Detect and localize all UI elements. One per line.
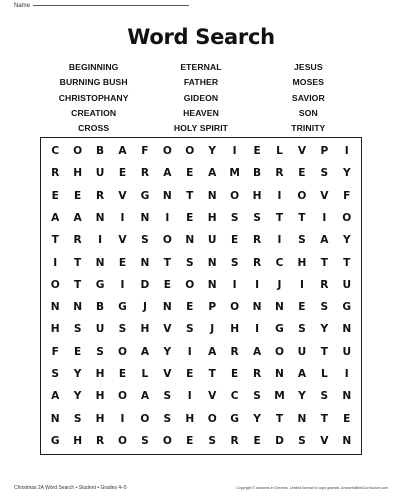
grid-letter[interactable]: G [95,278,105,291]
grid-letter[interactable]: O [230,189,240,202]
word-list-item: HOLY SPIRIT [173,123,229,134]
grid-letter[interactable]: N [95,211,105,224]
grid-letter[interactable]: N [342,323,352,336]
grid-letter[interactable]: A [118,145,127,158]
grid-letter[interactable]: R [320,278,329,291]
grid-letter[interactable]: D [140,278,150,291]
grid-letter[interactable]: A [140,345,150,358]
grid-letter[interactable]: R [252,367,262,380]
grid-letter[interactable]: M [274,390,285,403]
grid-letter[interactable]: T [298,211,306,224]
grid-letter[interactable]: E [231,367,239,380]
grid-letter[interactable]: H [95,367,105,380]
grid-letter[interactable]: J [277,278,282,291]
grid-letter[interactable]: S [298,434,306,447]
grid-letter[interactable]: O [230,301,240,314]
grid-letter[interactable]: Y [298,390,306,403]
grid-letter[interactable]: N [207,189,217,202]
grid-letter[interactable]: R [230,345,239,358]
grid-letter[interactable]: O [117,390,127,403]
grid-letter[interactable]: S [320,390,329,403]
grid-letter[interactable]: S [163,390,172,403]
grid-letter[interactable]: S [320,167,329,180]
grid-letter[interactable]: A [208,167,217,180]
grid-letter[interactable]: M [229,167,240,180]
grid-letter[interactable]: T [74,256,82,269]
grid-letter[interactable]: H [73,167,83,180]
grid-letter[interactable]: O [207,412,217,425]
grid-letter[interactable]: S [230,256,239,269]
grid-letter[interactable]: H [95,412,105,425]
grid-letter[interactable]: H [95,390,105,403]
grid-letter[interactable]: S [96,345,104,358]
grid-letter[interactable]: H [185,412,195,425]
grid-letter[interactable]: N [140,256,150,269]
grid-letter[interactable]: E [118,256,127,269]
grid-letter[interactable]: P [320,145,329,158]
grid-letter[interactable]: I [232,145,237,158]
grid-letter[interactable]: N [140,211,150,224]
grid-letter[interactable]: Y [320,323,329,336]
grid-letter[interactable]: N [95,256,105,269]
word-list-item: BURNING BUSH [59,77,128,88]
grid-letter[interactable]: T [51,234,59,247]
grid-letter[interactable]: N [50,301,60,314]
grid-letter[interactable]: N [297,412,307,425]
word-list-item: CHRISTOPHANY [58,92,129,103]
grid-letter[interactable]: Y [73,390,82,403]
grid-letter[interactable]: U [342,278,352,291]
grid-letter[interactable]: R [73,234,82,247]
grid-letter[interactable]: Y [342,167,351,180]
grid-letter[interactable]: T [320,412,328,425]
grid-letter[interactable]: S [185,256,194,269]
grid-letter[interactable]: V [118,189,127,202]
word-list [40,61,362,135]
grid-letter[interactable]: N [342,390,352,403]
grid-letter[interactable]: I [255,323,260,336]
grid-letter[interactable]: F [343,189,351,202]
grid-letter[interactable]: I [344,367,349,380]
grid-letter[interactable]: G [342,301,352,314]
grid-letter[interactable]: I [53,256,58,269]
grid-letter[interactable]: I [98,234,103,247]
grid-letter[interactable]: S [51,367,60,380]
grid-letter[interactable]: R [140,167,149,180]
grid-letter[interactable]: U [207,234,217,247]
grid-letter[interactable]: E [253,145,261,158]
grid-letter[interactable]: U [95,323,105,336]
grid-letter[interactable]: I [120,278,125,291]
grid-letter[interactable]: S [163,412,172,425]
grid-letter[interactable]: E [298,167,306,180]
grid-letter[interactable]: Y [253,412,261,425]
grid-letter[interactable]: O [73,145,83,158]
grid-letter[interactable]: I [120,412,125,425]
word-list-item: BEGINNING [68,62,119,72]
grid-letter[interactable]: G [118,301,127,314]
grid-letter[interactable]: T [320,345,328,358]
grid-letter[interactable]: S [320,301,329,314]
grid-letter[interactable]: A [51,211,60,224]
grid-letter[interactable]: E [163,278,171,291]
footer-course-info: Christmas 2A Word Search • Student • Grades 4–5 [14,485,127,491]
grid-letter[interactable]: A [140,390,150,403]
word-list-item: TRINITY [291,123,326,134]
grid-letter[interactable]: A [252,345,262,358]
grid-letter[interactable]: S [230,211,239,224]
grid-letter[interactable]: R [252,234,262,247]
grid-letter[interactable]: U [297,345,307,358]
grid-letter[interactable]: Y [163,345,172,358]
grid-letter[interactable]: C [275,256,284,269]
grid-letter[interactable]: A [208,345,217,358]
grid-letter[interactable]: I [165,211,170,224]
grid-letter[interactable]: I [344,145,349,158]
grid-letter[interactable]: I [232,278,237,291]
grid-letter[interactable]: N [162,189,172,202]
grid-letter[interactable]: E [74,345,82,358]
grid-letter[interactable]: H [50,323,60,336]
grid-letter[interactable]: T [320,256,328,269]
name-label: Name [14,3,31,9]
grid-letter[interactable]: A [51,390,60,403]
grid-letter[interactable]: A [297,367,307,380]
grid-letter[interactable]: C [51,145,60,158]
grid-letter[interactable]: S [185,323,194,336]
grid-letter[interactable]: O [162,145,172,158]
grid-letter[interactable]: S [253,211,261,224]
grid-letter[interactable]: E [74,189,82,202]
grid-letter[interactable]: G [140,189,150,202]
grid-letter[interactable]: I [187,345,192,358]
grid-letter[interactable]: V [320,434,329,447]
grid-letter[interactable]: T [186,189,194,202]
grid-letter[interactable]: T [163,256,171,269]
grid-letter[interactable]: F [51,345,59,358]
grid-letter[interactable]: H [252,189,262,202]
grid-letter[interactable]: E [298,301,306,314]
grid-letter[interactable]: L [276,145,283,158]
grid-letter[interactable]: T [208,367,216,380]
grid-letter[interactable]: O [185,145,195,158]
grid-letter[interactable]: R [95,434,105,447]
word-list-item: SAVIOR [291,92,325,103]
grid-letter[interactable]: E [253,434,261,447]
grid-letter[interactable]: C [230,390,239,403]
grid-letter[interactable]: S [298,234,306,247]
grid-letter[interactable]: T [343,256,351,269]
grid-letter[interactable]: T [74,278,82,291]
word-list-item: ETERNAL [180,62,222,72]
grid-letter[interactable]: O [162,434,172,447]
grid-letter[interactable]: O [162,234,172,247]
page-title: Word Search [127,25,275,49]
grid-letter[interactable]: E [186,434,194,447]
word-list-item: CREATION [71,107,117,118]
grid-letter[interactable]: J [210,323,215,336]
grid-letter[interactable]: E [186,367,194,380]
grid-letter[interactable]: E [186,211,194,224]
grid-letter[interactable]: Y [208,145,217,158]
grid-letter[interactable]: N [207,256,217,269]
grid-letter[interactable]: P [208,301,217,314]
grid-letter[interactable]: O [274,345,284,358]
grid-letter[interactable]: B [96,145,105,158]
grid-letter[interactable]: Y [73,367,82,380]
name-row [14,3,189,9]
word-list-item: HEAVEN [183,107,219,118]
grid-letter[interactable]: H [230,323,240,336]
grid-letter[interactable]: G [275,323,284,336]
grid-letter[interactable]: V [208,390,217,403]
grid-letter[interactable]: E [118,167,127,180]
grid-letter[interactable]: S [141,234,149,247]
grid-letter[interactable]: S [208,434,217,447]
grid-letter[interactable]: H [207,211,217,224]
grid-letter[interactable]: V [163,323,172,336]
grid-letter[interactable]: N [207,278,217,291]
word-list-item: FATHER [183,77,219,88]
grid-letter[interactable]: I [322,211,327,224]
grid-letter[interactable]: V [118,234,127,247]
grid-letter[interactable]: R [230,434,239,447]
grid-letter[interactable]: A [163,167,172,180]
grid-letter[interactable]: I [120,211,125,224]
grid-letter[interactable]: T [275,412,284,425]
word-list-item: GIDEON [183,92,219,103]
grid-letter[interactable]: O [117,434,127,447]
grid-letter[interactable]: R [275,167,284,180]
grid-letter[interactable]: B [96,301,105,314]
grid-letter[interactable]: N [73,301,83,314]
grid-letter[interactable]: D [275,434,284,447]
grid-letter[interactable]: N [342,434,352,447]
grid-letter[interactable]: H [140,323,150,336]
grid-letter[interactable]: N [252,301,262,314]
grid-letter[interactable]: O [342,211,352,224]
grid-letter[interactable]: O [185,278,195,291]
grid-letter[interactable]: E [343,412,351,425]
grid-letter[interactable]: N [162,301,172,314]
letter-grid [40,137,362,455]
grid-letter[interactable]: A [320,234,329,247]
grid-letter[interactable]: J [142,301,147,314]
grid-letter[interactable]: E [231,234,239,247]
grid-letter[interactable]: I [277,189,282,202]
grid-letter[interactable]: N [275,367,284,380]
grid-letter[interactable]: G [230,412,239,425]
grid-letter[interactable]: H [73,434,83,447]
word-list-item: SON [298,107,318,118]
grid-letter[interactable]: N [275,301,284,314]
grid-letter[interactable]: E [186,301,194,314]
name-line[interactable] [33,5,189,6]
grid-letter[interactable]: E [186,167,194,180]
grid-letter[interactable]: G [50,434,60,447]
grid-letter[interactable]: E [118,367,127,380]
grid-letter[interactable]: S [73,412,82,425]
grid-letter[interactable]: I [277,234,282,247]
grid-letter[interactable]: B [253,167,262,180]
grid-letter[interactable]: O [50,278,60,291]
grid-letter[interactable]: S [73,323,82,336]
grid-letter[interactable]: V [297,145,307,158]
grid-letter[interactable]: I [187,390,192,403]
grid-letter[interactable]: Y [342,234,351,247]
grid-letter[interactable]: V [320,189,329,202]
footer-copyright: Copyright © Answers in Genesis. Limited license to copy granted. AnswersBibleCurriculum.com [236,486,388,490]
grid-letter[interactable]: S [141,434,149,447]
grid-letter[interactable]: S [253,390,261,403]
grid-letter[interactable]: O [117,345,127,358]
grid-letter[interactable]: L [141,367,149,380]
word-list-item: JESUS [293,62,323,72]
grid-letter[interactable]: L [320,367,328,380]
grid-letter[interactable]: R [51,167,60,180]
grid-letter[interactable]: R [252,256,262,269]
grid-letter[interactable]: V [163,367,172,380]
word-list-item: CROSS [78,123,110,134]
grid-letter[interactable]: H [297,256,307,269]
grid-letter[interactable]: U [95,167,105,180]
grid-letter[interactable]: U [342,345,352,358]
grid-letter[interactable]: E [51,189,59,202]
grid-letter[interactable]: N [185,234,195,247]
grid-letter[interactable]: N [50,412,60,425]
grid-letter[interactable]: F [141,145,149,158]
word-list-item: MOSES [292,77,325,88]
grid-letter[interactable]: I [255,278,260,291]
grid-letter[interactable]: S [118,323,127,336]
grid-letter[interactable]: R [95,189,105,202]
grid-letter[interactable]: O [297,189,307,202]
grid-letter[interactable]: S [298,323,306,336]
grid-letter[interactable]: A [73,211,82,224]
grid-letter[interactable]: I [299,278,304,291]
grid-letter[interactable]: T [275,211,284,224]
grid-letter[interactable]: O [140,412,150,425]
